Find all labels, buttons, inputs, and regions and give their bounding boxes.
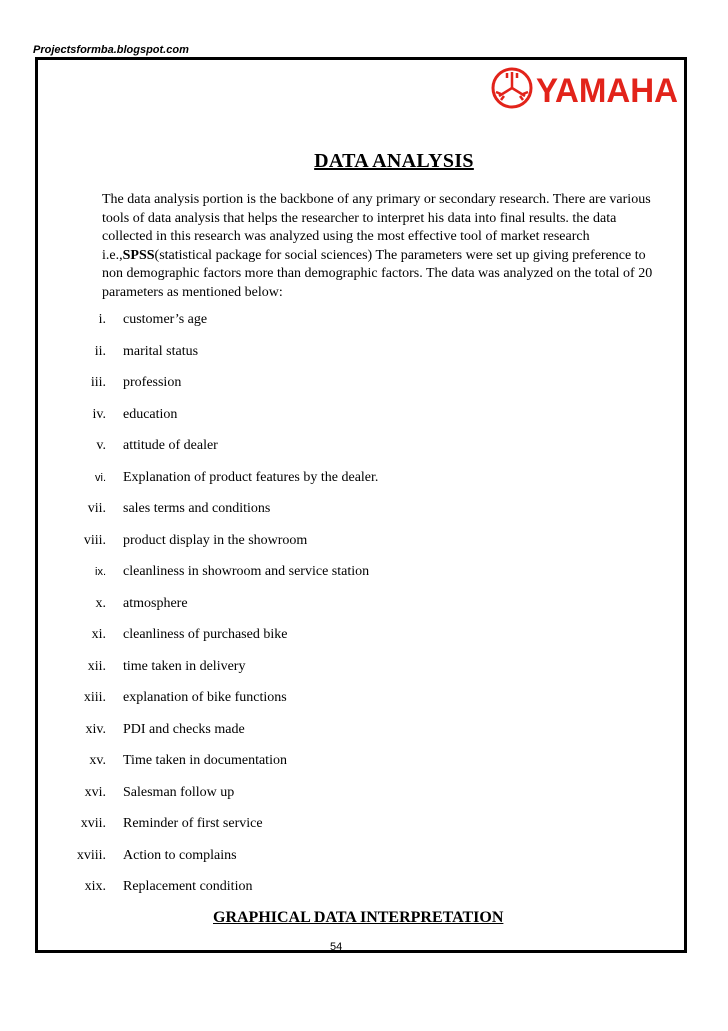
tuning-fork-emblem-icon bbox=[493, 69, 531, 107]
list-item-text: atmosphere bbox=[123, 595, 188, 611]
list-item bbox=[0, 405, 728, 425]
list-item-text: Action to complains bbox=[123, 847, 237, 863]
list-item-number: iv. bbox=[92, 406, 106, 422]
yamaha-logo bbox=[490, 66, 680, 110]
list-item-text: Replacement condition bbox=[123, 879, 253, 894]
list-item-text: explanation of bike functions bbox=[123, 690, 287, 705]
list-item-number: xviii. bbox=[76, 847, 106, 863]
intro-text-part2: (statistical package for social sciences) The parameters were set up giving preference to non demographic factors more than demographic factors. The data was analyzed on the total of 20 parameters as mentioned below: bbox=[102, 247, 653, 300]
list-item-number: xv. bbox=[89, 753, 106, 768]
list-item-text: time taken in delivery bbox=[123, 658, 246, 674]
list-item bbox=[0, 342, 728, 362]
list-item-number: xvii. bbox=[80, 816, 106, 831]
list-item-text: product display in the showroom bbox=[123, 532, 308, 548]
list-item-number: xiii. bbox=[83, 690, 106, 705]
list-item-text: profession bbox=[123, 375, 182, 390]
list-item-number: ix. bbox=[95, 566, 106, 578]
section-subtitle: GRAPHICAL DATA INTERPRETATION bbox=[213, 909, 504, 926]
list-item bbox=[0, 594, 728, 614]
list-item bbox=[0, 720, 728, 740]
list-item-text: cleanliness of purchased bike bbox=[123, 627, 288, 642]
list-item-text: PDI and checks made bbox=[123, 721, 245, 737]
list-item-text: sales terms and conditions bbox=[123, 501, 271, 516]
list-item-number: xix. bbox=[84, 879, 106, 894]
list-item bbox=[0, 877, 728, 897]
list-item-number: vi. bbox=[95, 471, 106, 484]
watermark-text: Projectsformba.blogspot.com bbox=[33, 44, 189, 56]
list-item bbox=[0, 846, 728, 866]
list-item-number: v. bbox=[96, 438, 106, 453]
list-item-text: Time taken in documentation bbox=[123, 753, 287, 768]
page-title: DATA ANALYSIS bbox=[314, 150, 474, 172]
intro-text-part1: The data analysis portion is the backbone of any primary or secondary research. There are various tools of data analysis that helps the researcher to interpret his data into final results. the data collected in this research was analyzed using the most effective tool of market research i.e., bbox=[102, 192, 651, 263]
list-item-text: education bbox=[123, 406, 178, 422]
list-item-text: attitude of dealer bbox=[123, 438, 218, 453]
page-number: 54 bbox=[330, 941, 343, 953]
list-item-number: vii. bbox=[87, 501, 106, 516]
list-item bbox=[0, 373, 728, 393]
list-item-text: Salesman follow up bbox=[123, 784, 235, 800]
intro-text-bold: SPSS bbox=[122, 247, 155, 263]
list-item bbox=[0, 310, 728, 330]
list-item-number: ii. bbox=[94, 343, 106, 359]
list-item-text: customer’s age bbox=[123, 312, 208, 327]
intro-paragraph bbox=[102, 191, 662, 303]
list-item-text: cleanliness in showroom and service station bbox=[123, 564, 370, 579]
list-item bbox=[0, 625, 728, 645]
list-item-number: xi. bbox=[91, 627, 106, 642]
list-item-number: i. bbox=[98, 312, 106, 327]
list-item bbox=[0, 436, 728, 456]
list-item-text: marital status bbox=[123, 343, 199, 359]
list-item bbox=[0, 499, 728, 519]
list-item bbox=[0, 531, 728, 551]
list-item-text: Explanation of product features by the dealer. bbox=[123, 469, 379, 485]
list-item-text: Reminder of first service bbox=[123, 816, 263, 831]
list-item bbox=[0, 783, 728, 803]
yamaha-wordmark: YAMAHA bbox=[536, 72, 678, 110]
list-item-number: xvi. bbox=[84, 784, 106, 800]
list-item-number: viii. bbox=[83, 532, 106, 548]
list-item bbox=[0, 751, 728, 771]
list-item-number: x. bbox=[95, 595, 106, 611]
list-item bbox=[0, 562, 728, 582]
list-item bbox=[0, 814, 728, 834]
list-item-number: xiv. bbox=[85, 721, 106, 737]
list-item-number: iii. bbox=[90, 375, 106, 390]
list-item bbox=[0, 657, 728, 677]
list-item bbox=[0, 688, 728, 708]
list-item-number: xii. bbox=[87, 658, 106, 674]
list-item bbox=[0, 468, 728, 488]
